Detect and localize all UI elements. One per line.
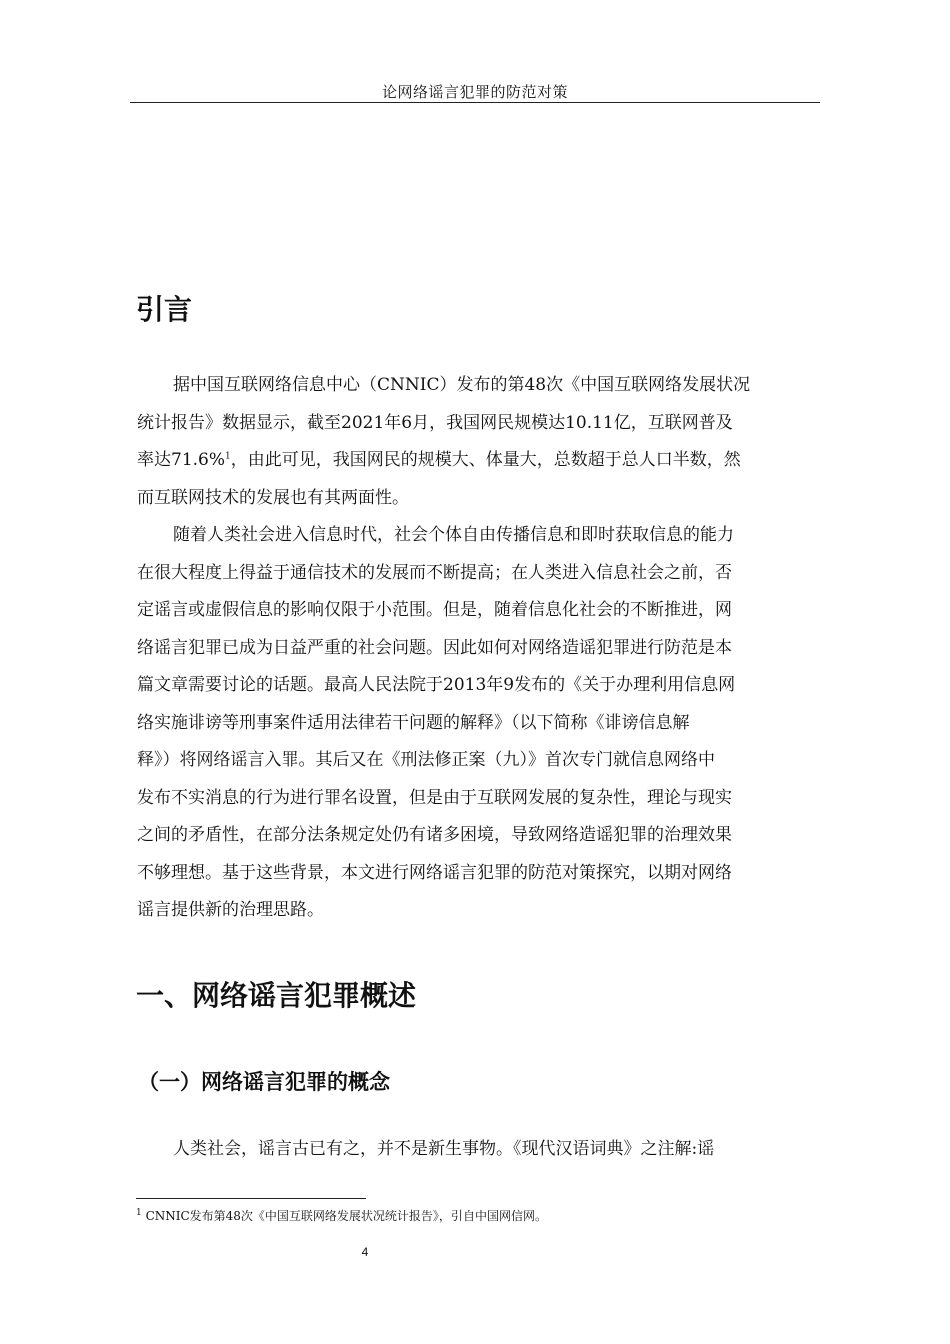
footnote-mark: 1 — [136, 1208, 142, 1218]
running-header: 论网络谣言犯罪的防范对策 — [381, 83, 568, 101]
paragraph-line: 谣言提供新的治理思路。 — [137, 900, 324, 920]
paragraph-line: 而互联网技术的发展也有其两面性。 — [137, 488, 409, 508]
paragraph-line: 之间的矛盾性，在部分法条规定处仍有诸多困境，导致网络造谣犯罪的治理效果 — [137, 825, 732, 845]
paragraph-text: ，由此可见，我国网民的规模大、体量大，总数超于总人口半数，然 — [230, 450, 741, 470]
paragraph-line: 络实施诽谤等刑事案件适用法律若干问题的解释》（以下简称《诽谤信息解 — [137, 713, 690, 733]
paragraph-line: 随着人类社会进入信息时代，社会个体自由传播信息和即时获取信息的能力 — [173, 525, 734, 545]
footnote — [136, 1208, 547, 1224]
paragraph-line: 定谣言或虚假信息的影响仅限于小范围。但是，随着信息化社会的不断推进，网 — [137, 600, 732, 620]
footnote-reference[interactable]: 1 — [225, 451, 231, 462]
header-rule — [130, 102, 820, 103]
paragraph-line: 发布不实消息的行为进行罪名设置，但是由于互联网发展的复杂性，理论与现实 — [137, 788, 732, 808]
paragraph-line: 篇文章需要讨论的话题。最高人民法院于2013年9发布的《关于办理利用信息网 — [137, 675, 736, 695]
paragraph-line — [137, 448, 741, 472]
paragraph-line: 不够理想。基于这些背景，本文进行网络谣言犯罪的防范对策探究，以期对网络 — [137, 863, 732, 883]
paragraph-line: 释》）将网络谣言入罪。其后又在《刑法修正案（九）》首次专门就信息网络中 — [137, 750, 715, 770]
page-number: 4 — [361, 1245, 369, 1259]
paragraph-line: 络谣言犯罪已成为日益严重的社会问题。因此如何对网络造谣犯罪进行防范是本 — [137, 638, 732, 658]
subsection-heading: （一）网络谣言犯罪的概念 — [138, 1070, 390, 1094]
footnote-text: CNNIC发布第48次《中国互联网络发展状况统计报告》，引自中国网信网。 — [145, 1209, 547, 1223]
intro-heading: 引言 — [136, 293, 193, 326]
paragraph-line: 人类社会，谣言古已有之，并不是新生事物。《现代汉语词典》之注解:谣 — [173, 1139, 715, 1159]
paragraph-text: 率达71.6% — [137, 450, 226, 470]
footnote-rule — [136, 1198, 366, 1199]
paragraph-line: 据中国互联网络信息中心（CNNIC）发布的第48次《中国互联网络发展状况 — [173, 375, 751, 395]
paragraph-line: 在很大程度上得益于通信技术的发展而不断提高；在人类进入信息社会之前，否 — [137, 563, 732, 583]
paragraph-line: 统计报告》数据显示，截至2021年6月，我国网民规模达10.11亿，互联网普及 — [137, 413, 733, 433]
section-heading: 一、网络谣言犯罪概述 — [136, 979, 417, 1012]
